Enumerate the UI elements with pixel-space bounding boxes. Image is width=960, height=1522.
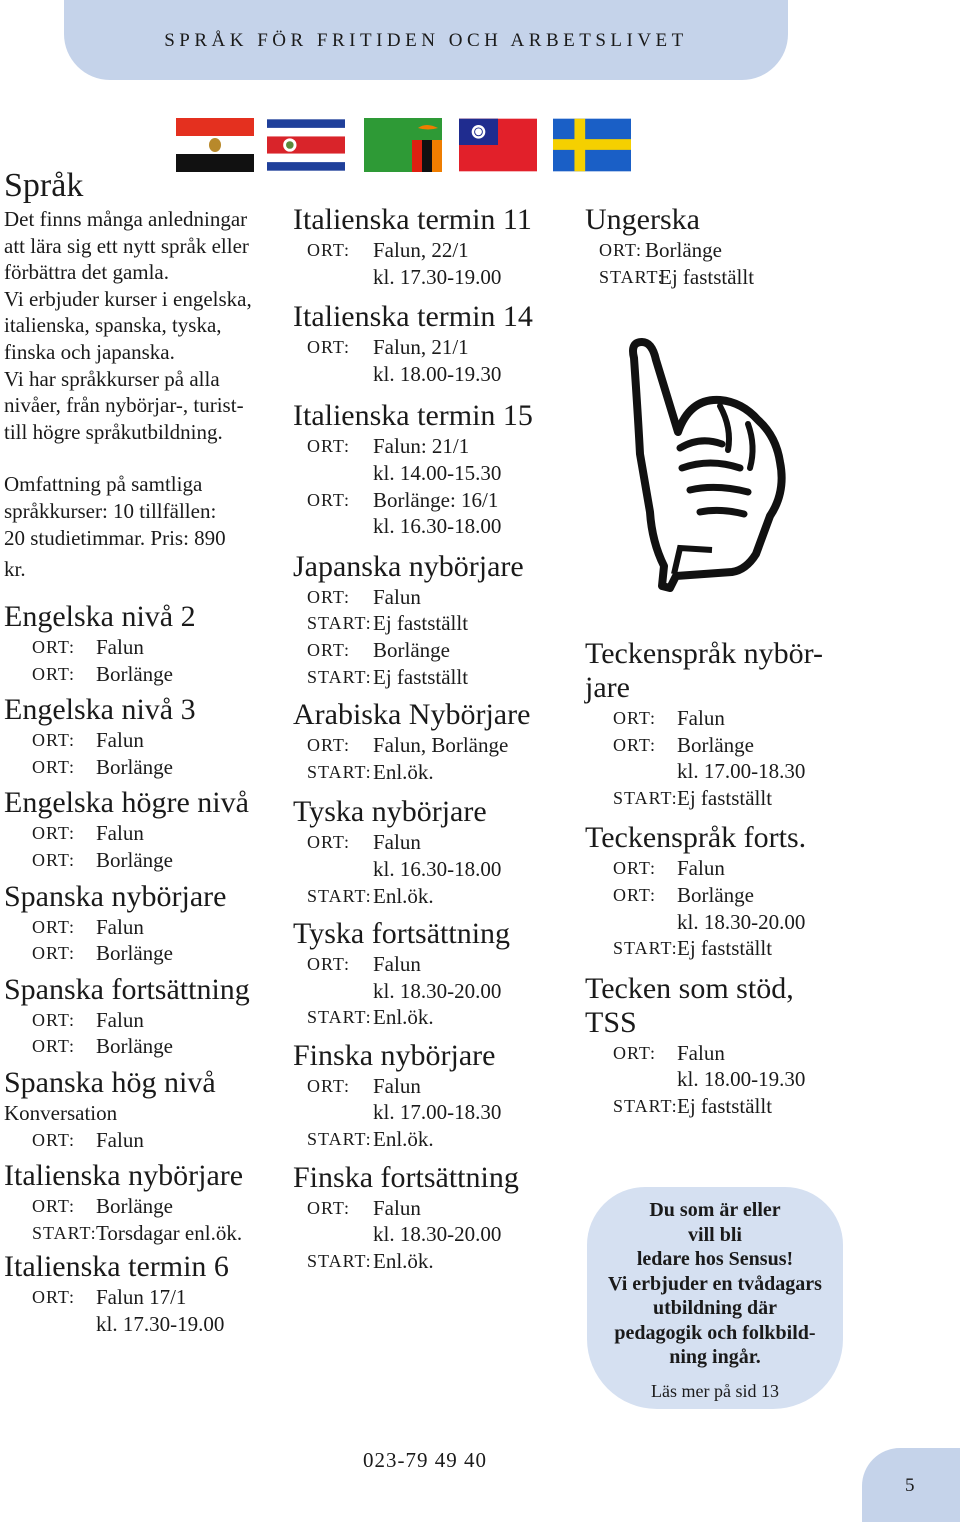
detail-label: ORT: — [32, 663, 76, 684]
courses-column-1 — [4, 600, 276, 1338]
flags-row — [176, 118, 636, 174]
courses-column-3-top — [585, 203, 845, 290]
scope-line: 20 studietimmar. Pris: 890 — [4, 525, 226, 550]
course-title: Tecken som stöd, — [585, 971, 794, 1005]
course-title: Finska fortsättning — [293, 1160, 519, 1194]
bubble-line: ledare hos Sensus! — [636, 1248, 794, 1270]
course-detail-row — [293, 1248, 565, 1275]
detail-value: Falun — [96, 1127, 144, 1152]
detail-value: Falun — [96, 1007, 144, 1032]
page-number: 5 — [905, 1475, 915, 1496]
course-block — [4, 786, 276, 873]
course-detail-row — [4, 1220, 276, 1247]
intro-line: Det finns många anledningar — [4, 207, 248, 231]
intro-line: förbättra det gamla. — [4, 260, 170, 285]
course-title: Arabiska Nybörjare — [293, 698, 531, 732]
detail-value: Falun — [96, 914, 144, 939]
detail-value: Falun — [677, 856, 725, 881]
course-detail-row — [585, 1093, 845, 1120]
taiwan-flag-icon — [459, 118, 537, 172]
detail-label: ORT: — [307, 586, 351, 607]
course-detail-row — [585, 882, 845, 909]
phone-number: 023-79 49 40 — [363, 1448, 487, 1472]
detail-label: ORT: — [307, 832, 351, 853]
course-detail-row — [293, 1221, 565, 1248]
course-detail-row — [4, 940, 276, 967]
detail-value: kl. 18.30-20.00 — [373, 978, 502, 1003]
detail-value: Ej fastställt — [677, 1093, 773, 1118]
detail-label: ORT: — [32, 730, 76, 751]
course-block — [293, 399, 565, 539]
detail-value: Falun — [677, 706, 725, 730]
detail-label: ORT: — [599, 240, 643, 260]
course-title: Italienska termin 11 — [293, 203, 532, 236]
course-detail-row — [585, 855, 845, 882]
detail-label: START: — [613, 1095, 678, 1116]
course-detail-row — [585, 264, 845, 291]
course-title: Italienska termin 14 — [293, 300, 533, 334]
course-title: Italienska nybörjare — [4, 1159, 244, 1193]
detail-value: Enl.ök. — [373, 883, 434, 908]
course-detail-row — [4, 1007, 276, 1034]
detail-label: START: — [307, 885, 372, 906]
detail-value: kl. 16.30-18.00 — [373, 856, 502, 881]
course-detail-row — [4, 727, 276, 754]
course-detail-row — [293, 1126, 565, 1153]
course-subtitle: Konversation — [4, 1100, 118, 1125]
course-block — [4, 693, 276, 780]
scope-line: språkkurser: 10 tillfällen: — [4, 498, 217, 523]
detail-label: ORT: — [32, 916, 76, 937]
course-detail-row — [4, 1033, 276, 1060]
detail-value: Falun, Borlänge — [373, 733, 509, 758]
intro-line: finska och japanska. — [4, 339, 175, 364]
course-detail-row — [585, 237, 845, 264]
detail-value: kl. 18.00-19.30 — [373, 361, 502, 386]
course-title: Italienska termin 15 — [293, 399, 533, 433]
detail-label: START: — [307, 1129, 372, 1150]
course-detail-row — [585, 1066, 845, 1093]
detail-value: Falun — [373, 830, 421, 855]
header-tab — [64, 0, 788, 80]
course-detail-row — [4, 1284, 276, 1311]
detail-label: ORT: — [307, 337, 351, 358]
detail-label: START: — [613, 938, 678, 959]
bubble-line: Du som är eller — [649, 1199, 781, 1221]
bubble-text — [587, 1187, 843, 1370]
course-block — [293, 1161, 565, 1275]
course-detail-row — [4, 1311, 276, 1338]
bubble-line: ning ingår. — [669, 1346, 761, 1368]
course-block — [4, 973, 276, 1060]
detail-value: Falun — [677, 1040, 725, 1065]
course-detail-row — [293, 361, 565, 388]
detail-value: Falun — [373, 952, 421, 977]
course-detail-row — [293, 883, 565, 910]
detail-value: Ej fastställt — [373, 611, 469, 636]
course-title: Engelska nivå 2 — [4, 600, 196, 633]
detail-label: ORT: — [307, 1197, 351, 1218]
detail-value: kl. 16.30-18.00 — [373, 514, 502, 539]
course-detail-row — [585, 935, 845, 962]
course-block — [4, 880, 276, 967]
detail-label: ORT: — [32, 1009, 76, 1030]
course-detail-row — [293, 1004, 565, 1031]
courses-column-3 — [585, 637, 845, 1120]
intro-line: Vi erbjuder kurser i engelska, — [4, 286, 252, 311]
course-detail-row — [4, 914, 276, 941]
course-block — [585, 821, 845, 961]
intro-line: Vi har språkkurser på alla — [4, 366, 220, 391]
course-detail-row — [293, 856, 565, 883]
detail-label: ORT: — [307, 436, 351, 457]
detail-value: Borlänge — [96, 1034, 173, 1059]
course-detail-row — [293, 759, 565, 786]
course-detail-row — [293, 433, 565, 460]
scope-line: kr. — [4, 557, 26, 582]
egypt-flag-icon — [176, 118, 254, 172]
costa-rica-flag-icon — [267, 118, 345, 172]
hand-sign-illustration — [620, 336, 792, 598]
course-block — [293, 795, 565, 909]
course-block — [293, 203, 565, 290]
course-detail-row — [4, 847, 276, 874]
detail-value: Borlänge — [96, 754, 173, 779]
detail-label: START: — [307, 666, 372, 687]
detail-value: kl. 18.30-20.00 — [373, 1222, 502, 1247]
detail-value: Ej fastställt — [677, 936, 773, 961]
intro-text — [4, 206, 276, 445]
detail-value: Torsdagar enl.ök. — [96, 1220, 243, 1245]
course-block — [4, 1250, 276, 1337]
course-block — [293, 698, 565, 785]
detail-value: Falun, 21/1 — [373, 335, 469, 360]
detail-label: ORT: — [307, 954, 351, 975]
course-block — [293, 300, 565, 387]
course-detail-row — [4, 634, 276, 661]
column-left — [4, 168, 276, 583]
bubble-line: pedagogik och folkbild- — [614, 1321, 816, 1344]
course-detail-row — [4, 754, 276, 781]
course-detail-row — [293, 732, 565, 759]
course-detail-row — [293, 610, 565, 637]
detail-value: Borlänge: 16/1 — [373, 487, 499, 512]
detail-value: Enl.ök. — [373, 1127, 434, 1152]
detail-value: Borlänge — [373, 637, 450, 662]
detail-label: ORT: — [32, 1129, 76, 1150]
detail-value: Ej fastställt — [659, 264, 755, 289]
intro-line: nivåer, från nybörjar-, turist- — [4, 393, 244, 418]
detail-label: START: — [307, 1007, 372, 1028]
detail-label: ORT: — [613, 858, 657, 879]
course-detail-row — [293, 637, 565, 664]
detail-label: ORT: — [32, 823, 76, 844]
course-detail-row — [293, 1099, 565, 1126]
course-detail-row — [293, 829, 565, 856]
detail-label: ORT: — [613, 884, 657, 905]
detail-label: ORT: — [32, 1287, 76, 1308]
intro-line: att lära sig ett nytt språk eller — [4, 233, 249, 258]
detail-value: Enl.ök. — [373, 1005, 434, 1030]
course-block — [585, 637, 845, 811]
detail-value: Ej fastställt — [373, 664, 469, 689]
course-title: Engelska nivå 3 — [4, 693, 196, 727]
course-title: Spanska hög nivå — [4, 1065, 216, 1099]
course-block — [4, 600, 276, 687]
course-title: Finska nybörjare — [293, 1038, 496, 1072]
detail-value: kl. 18.00-19.30 — [677, 1067, 806, 1092]
detail-label: START: — [32, 1222, 97, 1243]
detail-label: START: — [307, 1250, 372, 1271]
course-title-continued: TSS — [585, 1005, 637, 1039]
detail-label: START: — [307, 761, 372, 782]
course-detail-row — [293, 978, 565, 1005]
bubble-line: vill bli — [688, 1223, 742, 1246]
detail-label: ORT: — [32, 756, 76, 777]
course-title-continued: jare — [585, 671, 630, 704]
detail-value: Enl.ök. — [373, 1248, 434, 1273]
courses-column-2 — [293, 203, 565, 1274]
course-detail-row — [4, 1127, 276, 1154]
detail-label: ORT: — [613, 1042, 657, 1063]
course-title: Spanska nybörjare — [4, 879, 227, 913]
course-detail-row — [4, 1193, 276, 1220]
course-detail-row — [293, 951, 565, 978]
detail-value: kl. 14.00-15.30 — [373, 460, 502, 485]
course-title: Teckenspråk forts. — [585, 821, 807, 855]
detail-value: kl. 18.30-20.00 — [677, 909, 806, 934]
detail-label: ORT: — [32, 943, 76, 964]
detail-label: START: — [613, 787, 678, 808]
course-block — [4, 1066, 276, 1153]
bubble-line: utbildning där — [653, 1297, 777, 1319]
detail-label: ORT: — [32, 849, 76, 870]
detail-label: ORT: — [613, 708, 657, 728]
course-block — [585, 972, 845, 1120]
course-detail-row — [293, 664, 565, 691]
intro-heading: Språk — [4, 167, 84, 204]
detail-value: Falun — [373, 1073, 421, 1098]
intro-line: italienska, spanska, tyska, — [4, 313, 222, 338]
course-block — [293, 1039, 565, 1153]
course-detail-row — [293, 1195, 565, 1222]
bubble-line: Vi erbjuder en tvådagars — [608, 1272, 822, 1295]
course-detail-row — [585, 758, 845, 785]
course-detail-row — [293, 513, 565, 540]
course-block — [293, 917, 565, 1031]
detail-value: kl. 17.30-19.00 — [373, 264, 502, 289]
detail-label: ORT: — [307, 735, 351, 756]
detail-value: Borlänge — [96, 847, 173, 872]
scope-text — [4, 471, 276, 582]
course-block — [4, 1159, 276, 1246]
course-title: Spanska fortsättning — [4, 972, 250, 1006]
course-title: Tyska fortsättning — [293, 917, 511, 951]
detail-label: ORT: — [32, 637, 76, 657]
detail-value: Borlänge — [677, 882, 754, 907]
zambia-flag-icon — [364, 118, 442, 172]
page-header-title: SPRÅK FÖR FRITIDEN OCH ARBETSLIVET — [164, 30, 688, 51]
detail-label: ORT: — [32, 1036, 76, 1057]
course-title: Teckenspråk nybör- — [585, 637, 824, 670]
detail-value: Falun: 21/1 — [373, 434, 470, 459]
course-detail-row — [585, 1040, 845, 1067]
course-detail-row — [293, 237, 565, 264]
detail-value: kl. 17.30-19.00 — [96, 1311, 225, 1336]
course-detail-row — [585, 909, 845, 936]
course-title: Tyska nybörjare — [293, 795, 487, 829]
course-detail-row — [293, 460, 565, 487]
detail-label: ORT: — [307, 1075, 351, 1096]
detail-value: Enl.ök. — [373, 759, 434, 784]
detail-value: kl. 17.00-18.30 — [677, 759, 806, 784]
detail-label: START: — [599, 266, 664, 287]
course-detail-row — [293, 584, 565, 611]
detail-value: Borlänge — [677, 732, 754, 757]
detail-value: Falun — [96, 821, 144, 846]
course-detail-row — [585, 705, 845, 732]
detail-value: Falun — [373, 584, 421, 609]
detail-value: Borlänge — [96, 1194, 173, 1219]
detail-label: ORT: — [613, 734, 657, 755]
detail-value: Borlänge — [645, 238, 722, 262]
detail-value: Borlänge — [96, 661, 173, 686]
detail-value: Falun — [96, 635, 144, 659]
detail-label: ORT: — [307, 489, 351, 510]
course-title: Engelska högre nivå — [4, 786, 249, 820]
detail-value: Borlänge — [96, 941, 173, 966]
leader-info-bubble — [587, 1187, 843, 1409]
course-title: Ungerska — [585, 203, 700, 236]
course-detail-row — [585, 785, 845, 812]
course-title: Italienska termin 6 — [4, 1250, 229, 1284]
course-title: Japanska nybörjare — [293, 549, 524, 583]
course-detail-row — [4, 661, 276, 688]
sweden-flag-icon — [553, 118, 631, 172]
detail-label: ORT: — [307, 240, 351, 260]
course-detail-row — [4, 820, 276, 847]
bubble-footer: Läs mer på sid 13 — [651, 1380, 779, 1401]
scope-line: Omfattning på samtliga — [4, 472, 203, 497]
detail-label: ORT: — [307, 639, 351, 660]
course-detail-row — [293, 334, 565, 361]
intro-line: till högre språkutbildning. — [4, 419, 223, 444]
detail-value: Ej fastställt — [677, 785, 773, 810]
course-detail-row — [293, 487, 565, 514]
detail-value: kl. 17.00-18.30 — [373, 1100, 502, 1125]
course-detail-row — [585, 732, 845, 759]
detail-label: START: — [307, 613, 372, 634]
course-block — [293, 550, 565, 690]
detail-label: ORT: — [32, 1196, 76, 1217]
detail-value: Falun — [373, 1195, 421, 1220]
detail-value: Falun 17/1 — [96, 1285, 187, 1310]
detail-value: Falun, 22/1 — [373, 238, 469, 262]
detail-value: Falun — [96, 728, 144, 753]
course-detail-row — [293, 264, 565, 291]
course-detail-row — [293, 1073, 565, 1100]
